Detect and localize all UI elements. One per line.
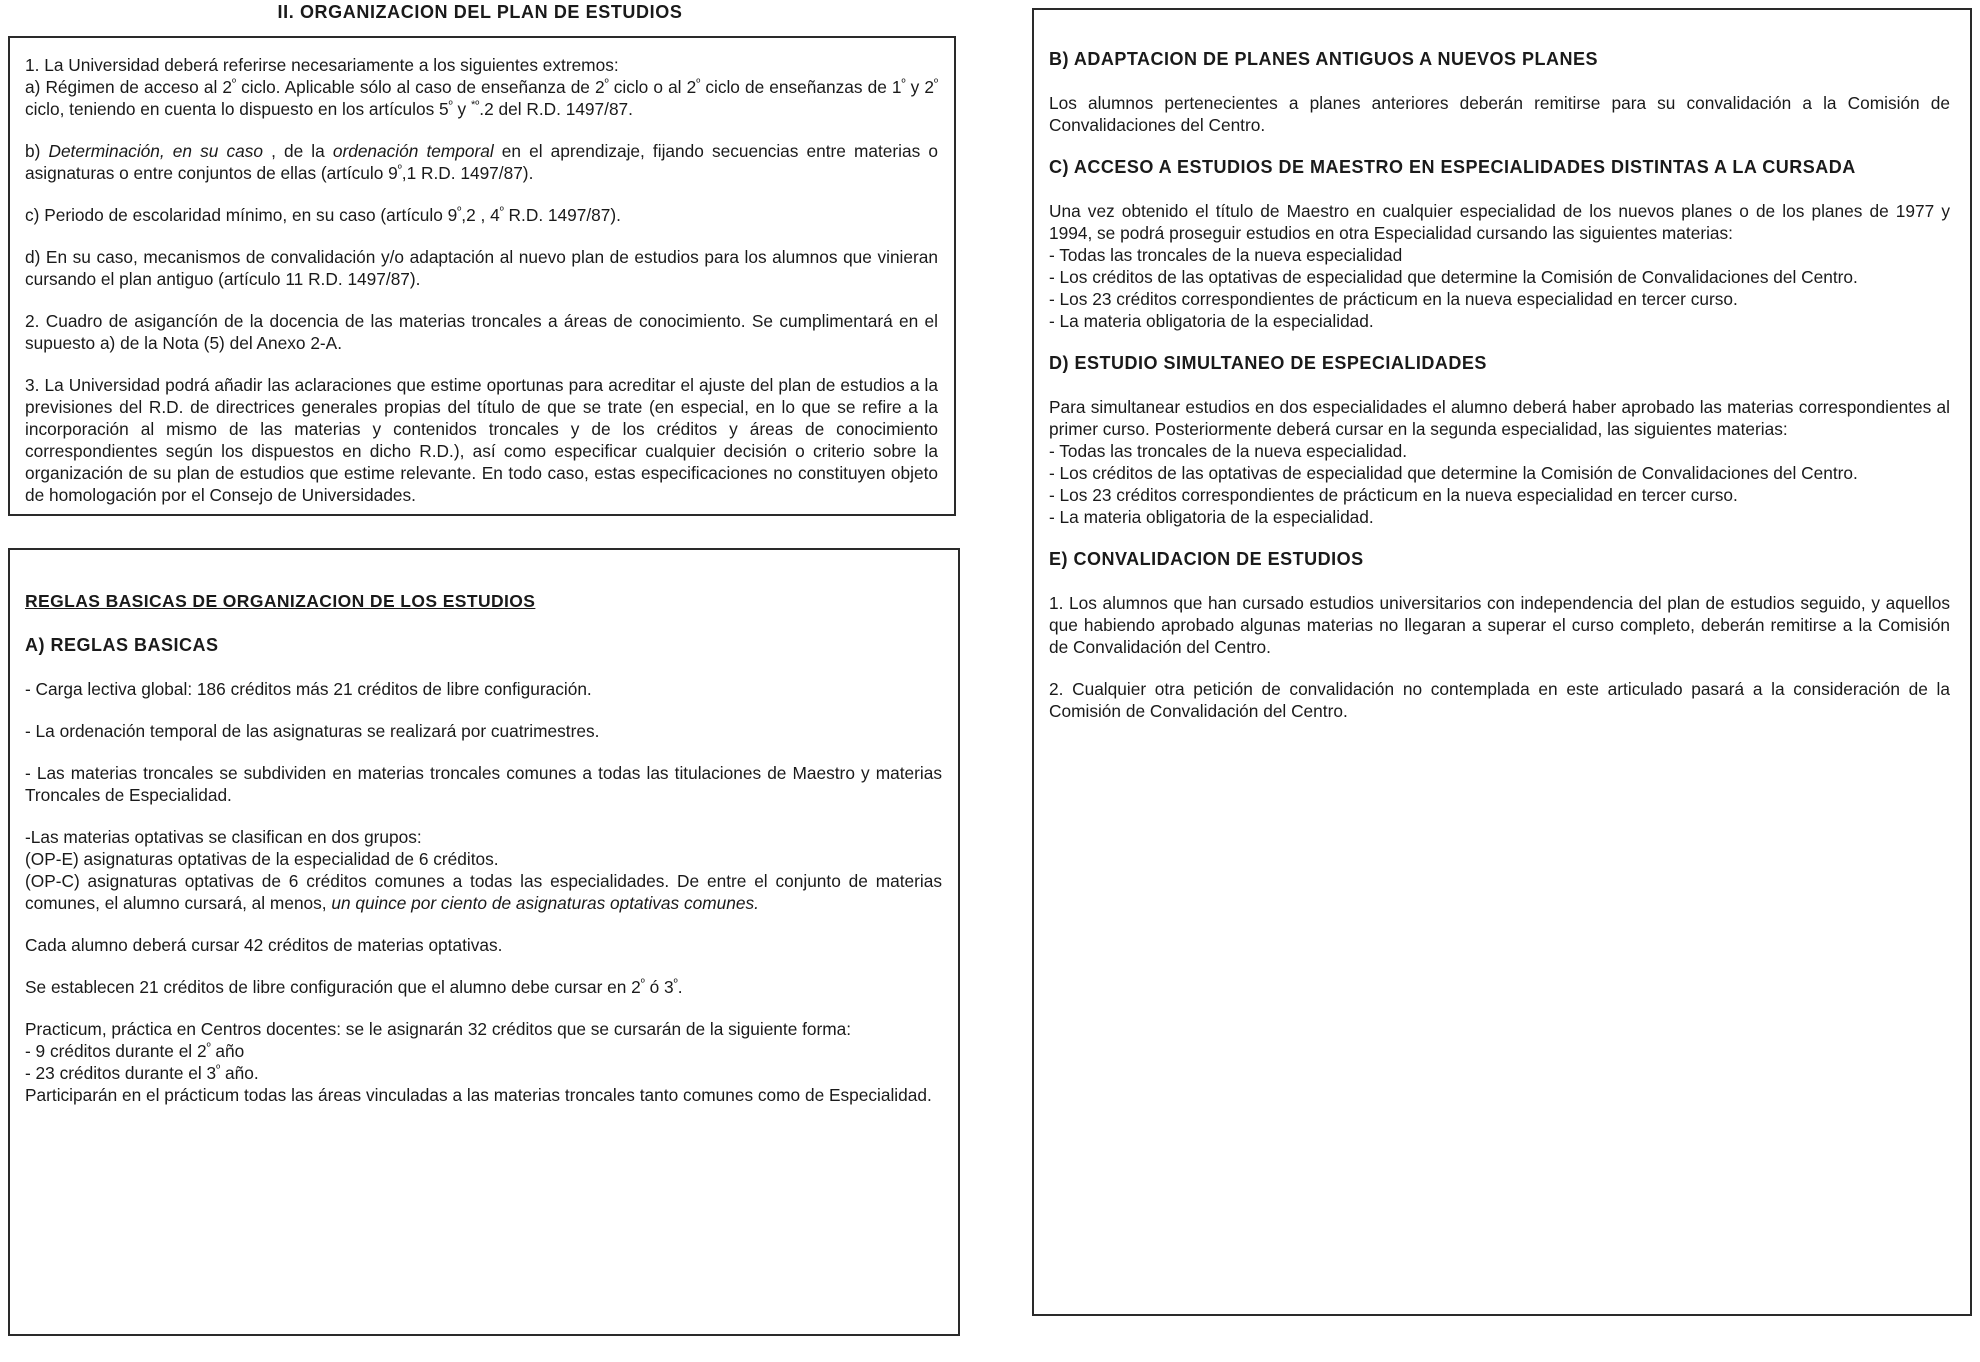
paragraph-1-intro: 1. La Universidad deberá referirse necesariamente a los siguientes extremos: bbox=[25, 55, 619, 75]
practicum-23: - 23 créditos durante el $3^º$ año. bbox=[25, 1063, 259, 1083]
heading-acceso: C) ACCESO A ESTUDIOS DE MAESTRO EN ESPECIALIDADES DISTINTAS A LA CURSADA bbox=[1049, 157, 1856, 177]
heading-adaptacion: B) ADAPTACION DE PLANES ANTIGUOS A NUEVOS PLANES bbox=[1049, 49, 1599, 69]
reglas-box bbox=[8, 548, 960, 1336]
practicum-9: - 9 créditos durante el $2^º$ año bbox=[25, 1041, 245, 1061]
libre-configuracion: Se establecen 21 créditos de libre configuración que el alumno debe cursar en $2^º$ ó $3^º$. bbox=[25, 977, 683, 997]
creditos-optativas: Cada alumno deberá cursar 42 créditos de materias optativas. bbox=[25, 935, 503, 955]
paragraph-c: c) Periodo de escolaridad mínimo, en su caso (artículo $9^º,2$ , $4^º$ R.D. 1497/87). bbox=[25, 205, 621, 225]
op-e: (OP-E) asignaturas optativas de la especialidad de 6 créditos. bbox=[25, 849, 499, 869]
acceso-intro: Una vez obtenido el título de Maestro en cualquier especialidad de los nuevos planes o de los planes de 1977 y 1994, se podrá proseguir estudios en otra Especialidad cursando las siguientes materias: bbox=[1049, 201, 1950, 243]
ordenacion-temporal: - La ordenación temporal de las asignaturas se realizará por cuatrimestres. bbox=[25, 721, 600, 741]
page-title: II. ORGANIZACION DEL PLAN DE ESTUDIOS bbox=[277, 2, 683, 22]
op-c: (OP-C) asignaturas optativas de 6 créditos comunes a todas las especialidades. De entre el conjunto de materias comunes, el alumno cursará, al menos, un quince por ciento de asignaturas optativas comunes. bbox=[25, 871, 942, 913]
materias-troncales: - Las materias troncales se subdividen en materias troncales comunes a todas las titulaciones de Maestro y materias Troncales de Especialidad. bbox=[25, 763, 942, 805]
adaptacion-text: Los alumnos pertenecientes a planes anteriores deberán remitirse para su convalidación a la Comisión de Convalidaciones del Centro. bbox=[1049, 93, 1950, 135]
acceso-item: - La materia obligatoria de la especialidad. bbox=[1049, 311, 1374, 331]
simultaneo-item: - Los créditos de las optativas de especialidad que determine la Comisión de Convalidaciones del Centro. bbox=[1049, 463, 1858, 483]
extremos-box bbox=[8, 36, 956, 516]
acceso-text bbox=[1049, 200, 1950, 332]
acceso-item: - Los créditos de las optativas de especialidad que determine la Comisión de Convalidaciones del Centro. bbox=[1049, 267, 1858, 287]
adaptacion-box bbox=[1032, 8, 1972, 1316]
convalidacion-1: 1. Los alumnos que han cursado estudios universitarios con independencia del plan de estudios seguido, y aquellos que habiendo aprobado algunas materias no llegaran a superar el curso completo, deberán remitirse a la Comisión de Convalidación del Centro. bbox=[1049, 593, 1950, 657]
heading-reglas-basicas: A) REGLAS BASICAS bbox=[25, 635, 219, 655]
convalidacion-2: 2. Cualquier otra petición de convalidación no contemplada en este articulado pasará a la consideración de la Comisión de Convalidación del Centro. bbox=[1049, 679, 1950, 721]
simultaneo-item: - La materia obligatoria de la especialidad. bbox=[1049, 507, 1374, 527]
simultaneo-item: - Todas las troncales de la nueva especialidad. bbox=[1049, 441, 1408, 461]
materias-optativas bbox=[25, 826, 942, 914]
paragraph-d: d) En su caso, mecanismos de convalidación y/o adaptación al nuevo plan de estudios para los alumnos que vinieran cursando el plan antiguo (artículo 11 R.D. 1497/87). bbox=[25, 247, 938, 289]
paragraph-3: 3. La Universidad podrá añadir las aclaraciones que estime oportunas para acreditar el ajuste del plan de estudios a la previsiones del R.D. de directrices generales propias del título de que se trate (en especial, en lo que se refire a la incorporación al mismo de las materias y contenidos troncales y de los créditos y áreas de conocimiento correspondientes según los dispuestos en dicho R.D.), así como especificar cualquier decisión o criterio sobre la organización de su plan de estudios que estime relevante. En todo caso, estas especificaciones no constituyen objeto de homologación por el Consejo de Universidades. bbox=[25, 375, 938, 505]
simultaneo-intro: Para simultanear estudios en dos especialidades el alumno deberá haber aprobado las materias correspondientes al primer curso. Posteriormente deberá cursar en la segunda especialidad, las siguientes materias: bbox=[1049, 397, 1950, 439]
section-title: REGLAS BASICAS DE ORGANIZACION DE LOS ESTUDIOS bbox=[25, 591, 536, 611]
acceso-item: - Todas las troncales de la nueva especialidad bbox=[1049, 245, 1403, 265]
practicum-participaran: Participarán en el prácticum todas las áreas vinculadas a las materias troncales tanto comunes como de Especialidad. bbox=[25, 1085, 932, 1105]
heading-estudio-simultaneo: D) ESTUDIO SIMULTANEO DE ESPECIALIDADES bbox=[1049, 353, 1487, 373]
simultaneo-text bbox=[1049, 396, 1950, 528]
acceso-item: - Los 23 créditos correspondientes de prácticum en la nueva especialidad en tercer curso. bbox=[1049, 289, 1738, 309]
paragraph-b: b) Determinación, en su caso , de la ordenación temporal en el aprendizaje, fijando secuencias entre materias o asignaturas o entre conjuntos de ellas (artículo $9^º,1$ R.D. 1497/87). bbox=[25, 141, 938, 183]
paragraph-2: 2. Cuadro de asigancíón de la docencia de las materias troncales a áreas de conocimiento. Se cumplimentará en el supuesto a) de la Nota (5) del Anexo 2-A. bbox=[25, 311, 938, 353]
paragraph-1 bbox=[25, 54, 938, 120]
practicum bbox=[25, 1018, 942, 1106]
optativas-intro: -Las materias optativas se clasifican en dos grupos: bbox=[25, 827, 422, 847]
simultaneo-item: - Los 23 créditos correspondientes de prácticum en la nueva especialidad en tercer curso. bbox=[1049, 485, 1738, 505]
practicum-intro: Practicum, práctica en Centros docentes: se le asignarán 32 créditos que se cursarán de la siguiente forma: bbox=[25, 1019, 852, 1039]
heading-convalidacion: E) CONVALIDACION DE ESTUDIOS bbox=[1049, 549, 1364, 569]
carga-lectiva: - Carga lectiva global: 186 créditos más 21 créditos de libre configuración. bbox=[25, 679, 592, 699]
paragraph-1-a: a) Régimen de acceso al $2^º$ ciclo. Aplicable sólo al caso de enseñanza de $2^º$ ciclo o al $2^º$ ciclo de enseñanzas de $1^º$ y $2^º$ ciclo, teniendo en cuenta lo dispuesto en los artículos $5^º$ y $^{*º}$.2 del R.D. 1497/87. bbox=[25, 77, 938, 119]
